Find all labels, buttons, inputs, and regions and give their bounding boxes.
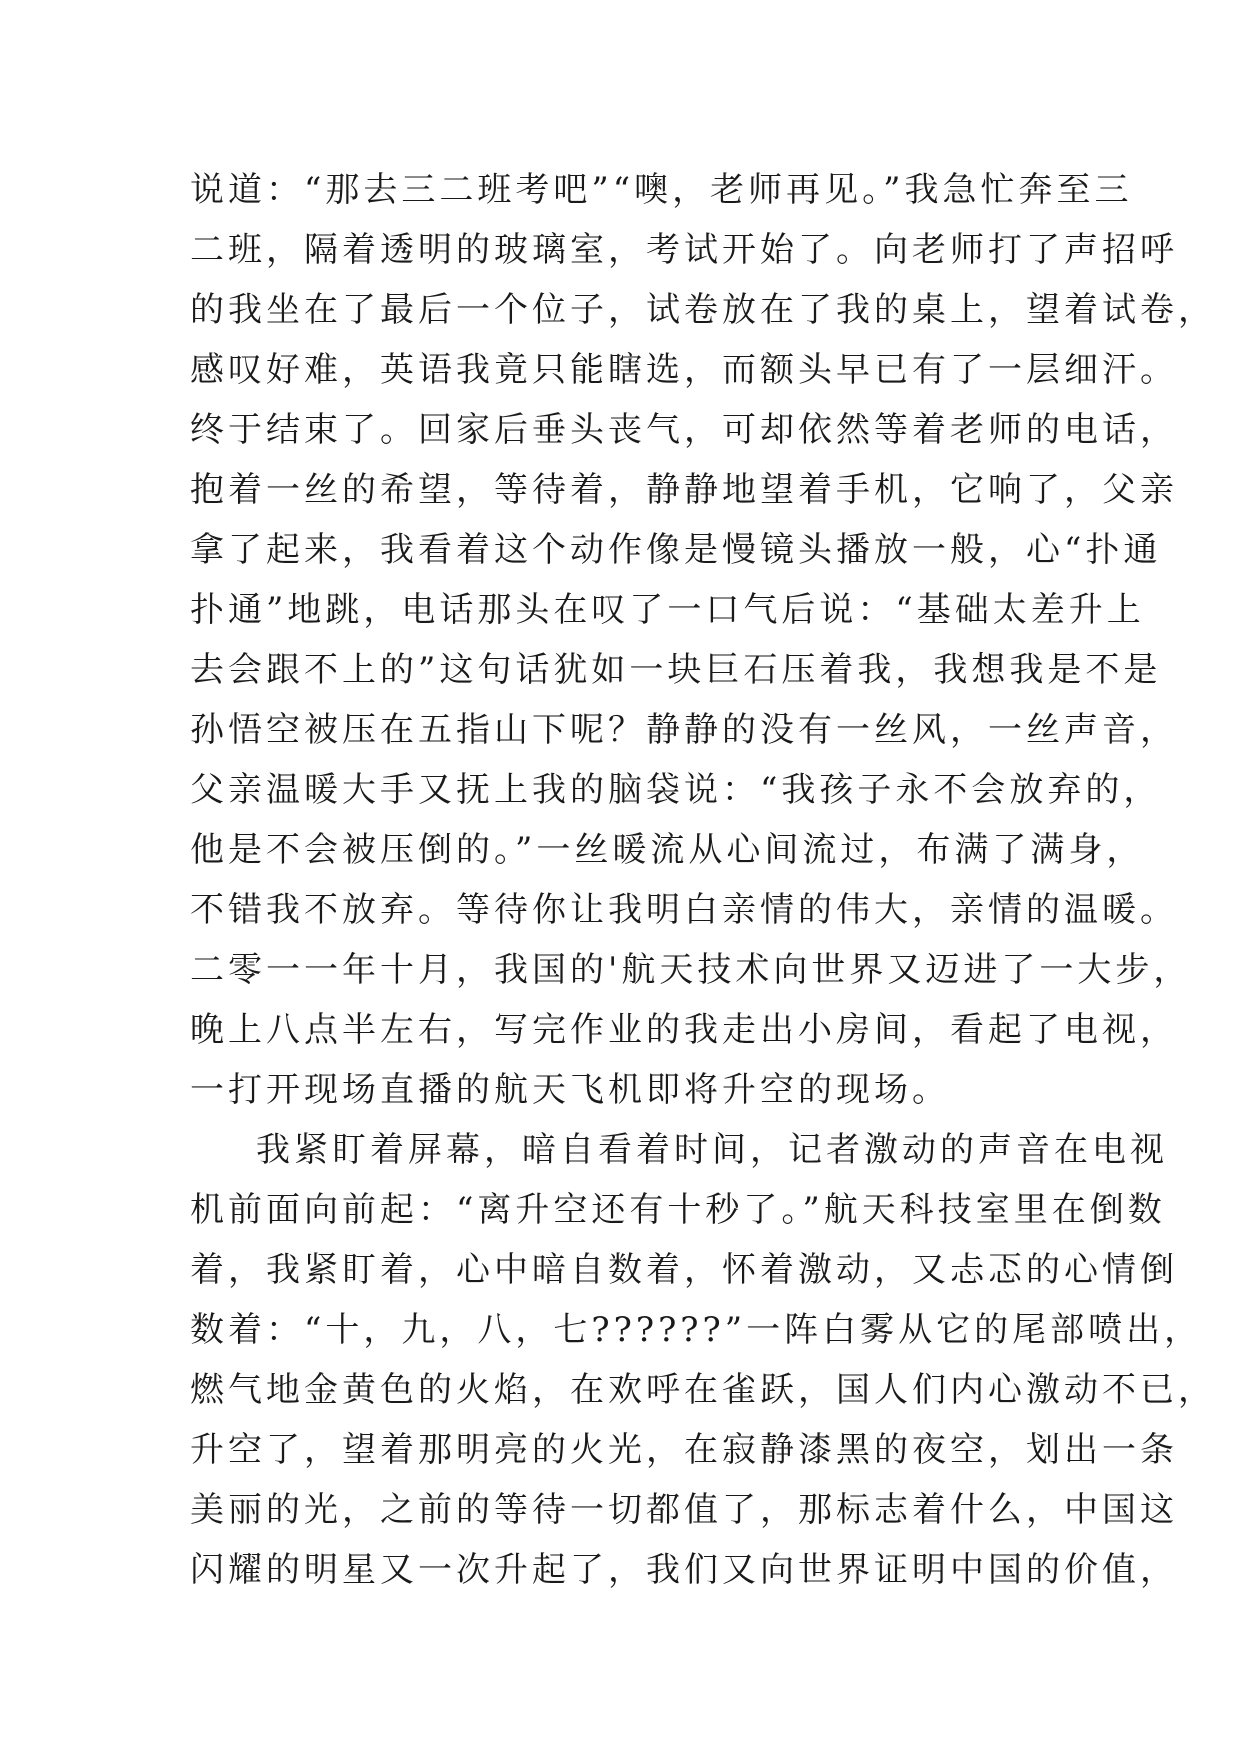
- text-line: 感叹好难，英语我竟只能瞎选，而额头早已有了一层细汗。: [190, 350, 1178, 390]
- text-line: 扑通”地跳，电话那头在叹了一口气后说：“基础太差升上: [190, 590, 1145, 630]
- text-line: 闪耀的明星又一次升起了，我们又向世界证明中国的价值，: [190, 1550, 1178, 1590]
- essay-text: [190, 160, 1216, 1600]
- text-line: 数着：“十，九，八，七??????”一阵白雾从它的尾部喷出，: [190, 1310, 1203, 1350]
- text-line: 说道：“那去三二班考吧”“噢，老师再见。”我急忙奔至三: [190, 170, 1133, 210]
- text-line: 二零一一年十月，我国的'航天技术向世界又迈进了一大步，: [190, 950, 1192, 990]
- text-line: 他是不会被压倒的。”一丝暖流从心间流过，布满了满身，: [190, 830, 1145, 870]
- text-line: 升空了，望着那明亮的火光，在寂静漆黑的夜空，划出一条: [190, 1430, 1178, 1470]
- text-line: 晚上八点半左右，写完作业的我走出小房间，看起了电视，: [190, 1010, 1178, 1050]
- text-line: 燃气地金黄色的火焰，在欢呼在雀跃，国人们内心激动不已，: [190, 1370, 1216, 1410]
- text-line: 终于结束了。回家后垂头丧气，可却依然等着老师的电话，: [190, 410, 1178, 450]
- text-line: 二班，隔着透明的玻璃室，考试开始了。向老师打了声招呼: [190, 230, 1178, 270]
- text-line: 去会跟不上的”这句话犹如一块巨石压着我，我想我是不是: [190, 650, 1162, 690]
- text-line: 父亲温暖大手又抚上我的脑袋说：“我孩子永不会放弃的，: [190, 770, 1162, 810]
- text-line: 一打开现场直播的航天飞机即将升空的现场。: [190, 1070, 950, 1110]
- text-line: 的我坐在了最后一个位子，试卷放在了我的桌上，望着试卷，: [190, 290, 1216, 330]
- text-line: 机前面向前起：“离升空还有十秒了。”航天科技室里在倒数: [190, 1190, 1166, 1230]
- text-line: 拿了起来，我看着这个动作像是慢镜头播放一般，心“扑通: [190, 530, 1162, 570]
- paragraph-first-line: 我紧盯着屏幕，暗自看着时间，记者激动的声音在电视: [256, 1130, 1168, 1170]
- text-line: 抱着一丝的希望，等待着，静静地望着手机，它响了，父亲: [190, 470, 1178, 510]
- text-line: 着，我紧盯着，心中暗自数着，怀着激动，又忐忑的心情倒: [190, 1250, 1178, 1290]
- text-line: 孙悟空被压在五指山下呢？静静的没有一丝风，一丝声音，: [190, 710, 1178, 750]
- text-line: 不错我不放弃。等待你让我明白亲情的伟大，亲情的温暖。: [190, 890, 1178, 930]
- text-line: 美丽的光，之前的等待一切都值了，那标志着什么，中国这: [190, 1490, 1178, 1530]
